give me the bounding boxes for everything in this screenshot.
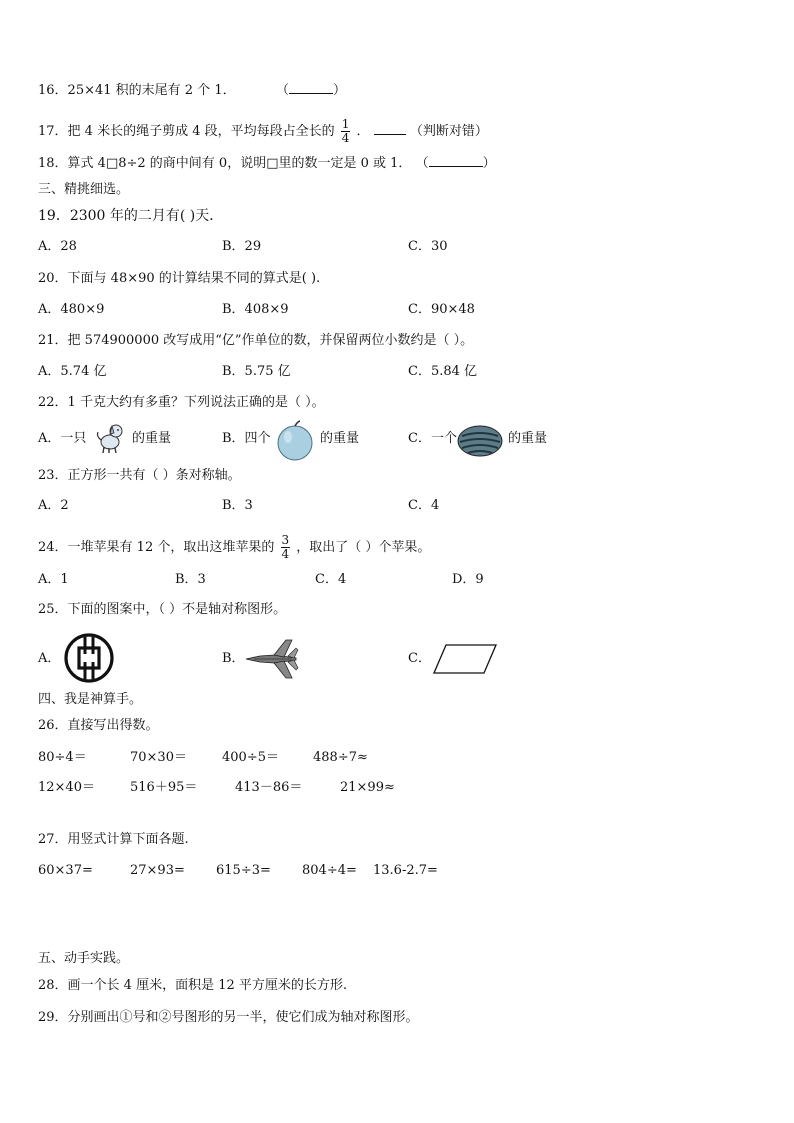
question-27-stem: 27．用竖式计算下面各题. <box>38 832 189 847</box>
question-22-option-a[interactable]: A．一只 <box>38 431 87 446</box>
question-25-option-a[interactable]: A． <box>38 651 61 666</box>
q27-item2: 27×93= <box>130 863 185 878</box>
q27-item3: 615÷3= <box>216 863 271 878</box>
question-29: 29．分别画出①号和②号图形的另一半，使它们成为轴对称图形。 <box>38 1010 419 1025</box>
section-3-heading: 三、精挑细选。 <box>38 182 130 197</box>
question-16-text: 16．25×41 积的末尾有 2 个 1． <box>38 83 236 98</box>
question-28: 28．画一个长 4 厘米，面积是 12 平方厘米的长方形. <box>38 978 348 993</box>
apple-icon <box>274 420 316 462</box>
section-4-heading: 四、我是神算手。 <box>38 692 143 707</box>
q26-row2-item1: 12×40＝ <box>38 780 95 795</box>
question-25-option-b[interactable]: B． <box>222 651 245 666</box>
question-22-option-a-suffix: 的重量 <box>132 431 172 446</box>
q27-item1: 60×37= <box>38 863 93 878</box>
fighter-jet-icon <box>244 636 300 682</box>
q26-row1-item2: 70×30＝ <box>130 750 187 765</box>
question-19-stem: 19．2300 年的二月有( )天． <box>38 208 224 224</box>
question-24-option-a[interactable]: A．1 <box>38 572 69 587</box>
fraction-one-quarter: $\frac{1}{4}$ <box>341 117 350 145</box>
question-21-option-c[interactable]: C．5.84 亿 <box>408 364 478 379</box>
question-22-option-c[interactable]: C．一个 <box>408 431 457 446</box>
question-17: 17．把 4 米长的绳子剪成 4 段，平均每段占全长的 $\frac{1}{4}$ ． （判断对错） <box>38 117 488 145</box>
question-23-stem: 23．正方形一共有（ ）条对称轴。 <box>38 468 241 483</box>
question-19-option-a[interactable]: A．28 <box>38 239 77 254</box>
question-18-answer-blank[interactable]: （ ） <box>415 156 496 171</box>
question-24-option-c[interactable]: C．4 <box>315 572 347 587</box>
question-24-text: 24．一堆苹果有 12 个，取出这堆苹果的 <box>38 540 275 555</box>
dog-icon <box>92 420 128 456</box>
question-22-option-b-suffix: 的重量 <box>320 431 360 446</box>
question-21-option-b[interactable]: B．5.75 亿 <box>222 364 291 379</box>
question-17-answer-blank[interactable] <box>374 134 406 135</box>
question-25-stem: 25．下面的图案中，（ ）不是轴对称图形。 <box>38 602 287 617</box>
question-20-option-b[interactable]: B．408×9 <box>222 302 289 317</box>
question-18-text: 18．算式 4□8÷2 的商中间有 0，说明□里的数一定是 0 或 1． <box>38 156 412 171</box>
question-21-stem: 21．把 574900000 改写成用“亿”作单位的数，并保留两位小数约是（ ）。 <box>38 333 474 348</box>
question-22-option-b[interactable]: B．四个 <box>222 431 271 446</box>
section-5-heading: 五、动手实践。 <box>38 951 130 966</box>
bank-logo-icon <box>63 632 115 684</box>
question-18 <box>38 155 496 173</box>
q26-row2-item2: 516＋95＝ <box>130 780 198 795</box>
question-22-option-c-suffix: 的重量 <box>508 431 548 446</box>
q26-row2-item3: 413－86＝ <box>235 780 303 795</box>
question-24-option-d[interactable]: D．9 <box>452 572 484 587</box>
question-21-option-a[interactable]: A．5.74 亿 <box>38 364 107 379</box>
question-22-stem: 22．1 千克大约有多重？下列说法正确的是（ ）。 <box>38 395 325 410</box>
question-19-option-b[interactable]: B．29 <box>222 239 262 254</box>
q26-row1-item1: 80÷4＝ <box>38 750 87 765</box>
question-26-stem: 26．直接写出得数。 <box>38 718 159 733</box>
question-24: 24．一堆苹果有 12 个，取出这堆苹果的 $\frac{3}{4}$ ，取出了（ ）个苹果。 <box>38 533 431 561</box>
fraction-three-quarters: $\frac{3}{4}$ <box>281 533 290 561</box>
q26-row2-item4: 21×99≈ <box>340 780 395 795</box>
q27-item4: 804÷4= <box>302 863 357 878</box>
q27-item5: 13.6-2.7= <box>373 863 438 878</box>
question-23-option-b[interactable]: B．3 <box>222 498 253 513</box>
question-20-option-a[interactable]: A．480×9 <box>38 302 105 317</box>
question-20-stem: 20．下面与 48×90 的计算结果不同的算式是( ). <box>38 271 321 286</box>
question-19-option-c[interactable]: C．30 <box>408 239 448 254</box>
q26-row1-item3: 400÷5＝ <box>222 750 279 765</box>
question-20-option-c[interactable]: C．90×48 <box>408 302 475 317</box>
q26-row1-item4: 488÷7≈ <box>313 750 368 765</box>
question-16-answer-blank[interactable]: （ ） <box>276 83 347 98</box>
watermelon-icon <box>456 424 504 458</box>
question-24-option-b[interactable]: B．3 <box>175 572 206 587</box>
question-25-option-c[interactable]: C． <box>408 651 431 666</box>
question-16 <box>38 82 236 100</box>
parallelogram-icon <box>430 643 500 675</box>
question-23-option-a[interactable]: A．2 <box>38 498 69 513</box>
question-23-option-c[interactable]: C．4 <box>408 498 440 513</box>
question-17-text: 17．把 4 米长的绳子剪成 4 段，平均每段占全长的 <box>38 124 335 139</box>
